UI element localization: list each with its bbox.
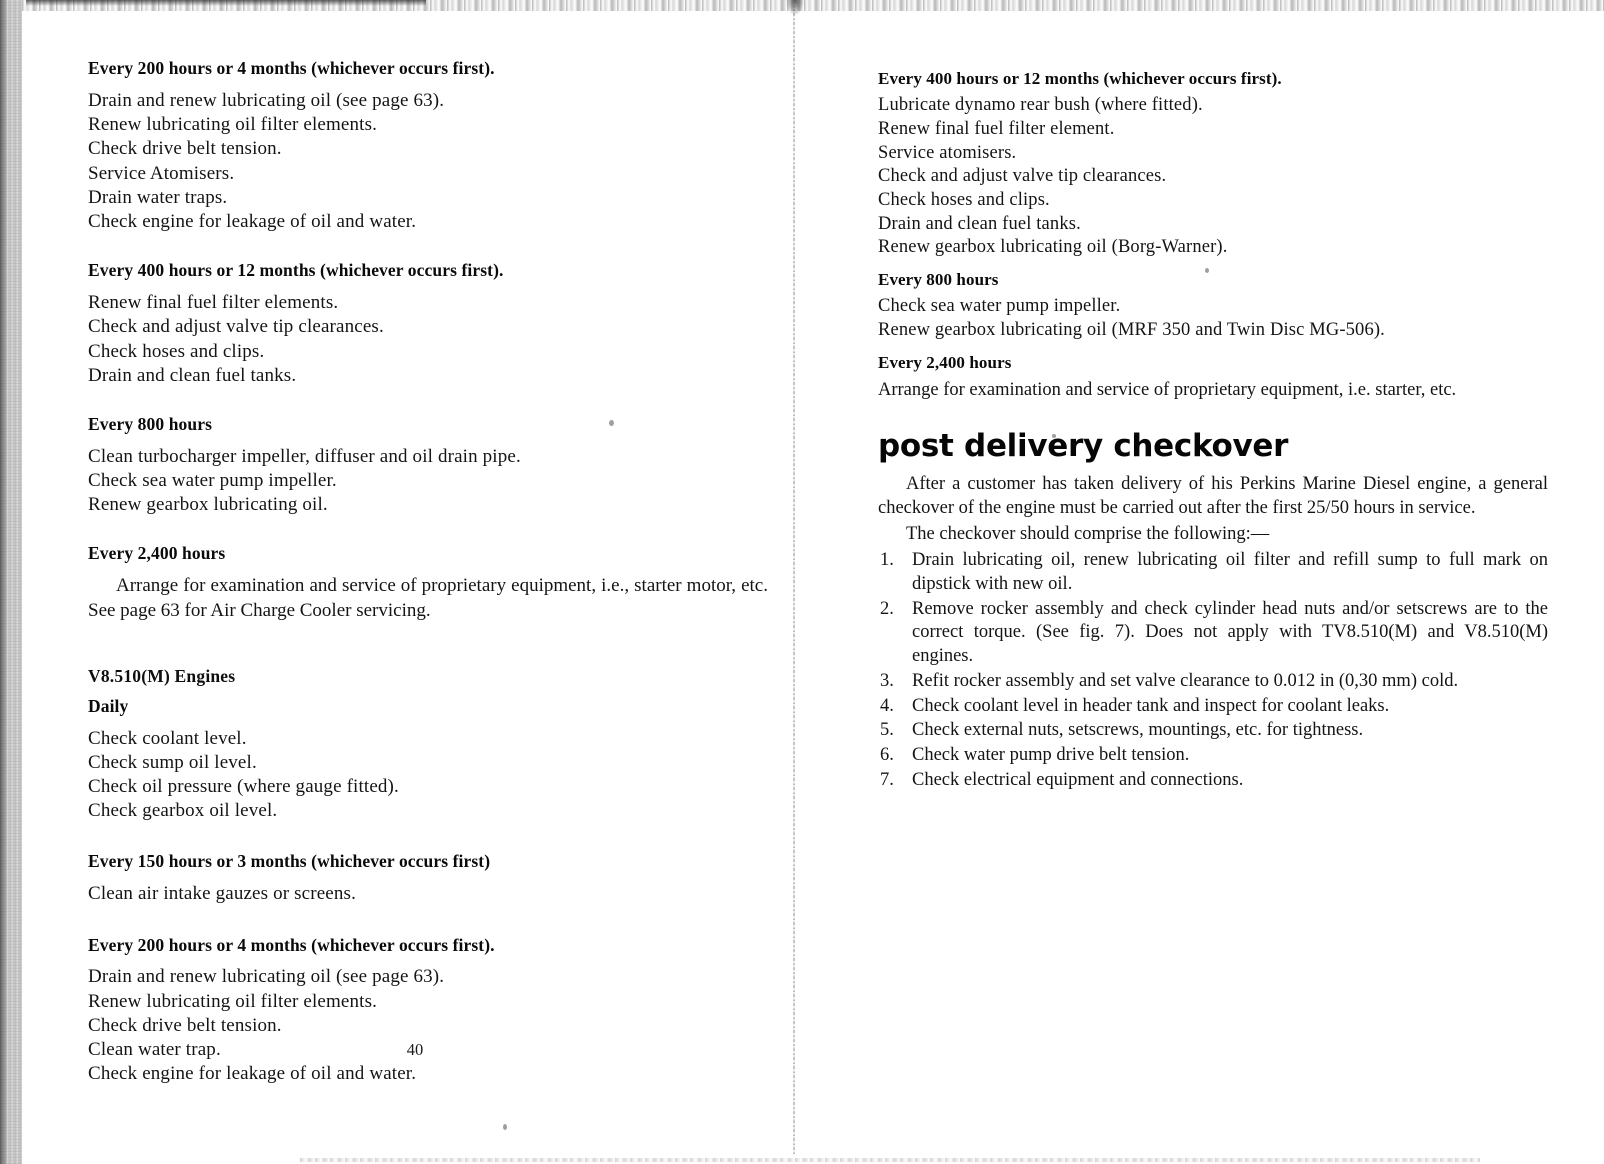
page-right [800,0,1600,1164]
maintenance-item: Check oil pressure (where gauge fitted). [88,776,399,798]
section-heading: Every 2,400 hours [88,543,226,564]
maintenance-block-2400 [88,543,768,623]
maintenance-item: Service Atomisers. [88,162,235,184]
maintenance-paragraph: Arrange for examination and service of proprietary equipment, i.e. starter, etc. [878,379,1457,400]
maintenance-item: Renew gearbox lubricating oil (MRF 350 and Twin Disc MG-506). [878,319,1385,340]
maintenance-item: Check coolant level. [88,727,247,749]
post-delivery-checklist [878,549,1548,793]
maintenance-item: Check sea water pump impeller. [878,296,1121,317]
maintenance-item: Drain and clean fuel tanks. [878,213,1081,234]
maintenance-item: Renew final fuel filter elements. [88,292,339,314]
maintenance-item: Check and adjust valve tip clearances. [88,316,384,338]
scan-edge-artifact-left [0,0,22,1164]
maintenance-item: Check engine for leakage of oil and water. [88,1063,417,1085]
maintenance-item: Drain water traps. [88,186,228,208]
maintenance-item: Renew gearbox lubricating oil (Borg-Warner). [878,237,1228,258]
post-delivery-title: post delivery checkover [878,427,1289,464]
section-heading: Every 400 hours or 12 months (whichever occurs first). [88,260,504,281]
maintenance-item: Renew final fuel filter element. [878,118,1115,139]
section-heading: Every 800 hours [878,269,999,289]
maintenance-block [878,269,1548,343]
section-heading: Every 200 hours or 4 months (whichever occurs first). [88,58,495,78]
maintenance-item: Check gearbox oil level. [88,800,278,822]
section-heading: Every 400 hours or 12 months (whichever occurs first). [878,69,1282,88]
maintenance-item: Renew lubricating oil filter elements. [88,114,378,136]
maintenance-block [88,58,768,234]
maintenance-item: Lubricate dynamo rear bush (where fitted). [878,95,1203,116]
maintenance-item: Check sump oil level. [88,751,257,773]
maintenance-item: Check hoses and clips. [878,189,1050,210]
page-left [30,0,790,1164]
maintenance-item: Check and adjust valve tip clearances. [878,166,1167,187]
checklist-item: Refit rocker assembly and set valve clearance to 0.012 in (0,30 mm) cold. [912,670,1459,691]
maintenance-item: Renew lubricating oil filter elements. [88,990,378,1012]
checklist-item: Check water pump drive belt tension. [912,745,1190,766]
post-delivery-intro: After a customer has taken delivery of his Perkins Marine Diesel engine, a general checkover of the engine must be carried out after the first 25/50 hours in service. [878,473,1548,518]
maintenance-block [88,851,768,906]
checklist-item: Check external nuts, setscrews, mountings, etc. for tightness. [912,720,1364,741]
maintenance-item: Drain and renew lubricating oil (see page 63). [88,966,445,988]
maintenance-item: Clean air intake gauzes or screens. [88,883,356,905]
section-heading: Every 800 hours [88,413,212,434]
maintenance-item: Clean water trap. [88,1039,221,1061]
maintenance-item: Renew gearbox lubricating oil. [88,494,328,516]
maintenance-block-2400 [878,352,1548,402]
maintenance-item: Check hoses and clips. [88,340,265,362]
maintenance-item: Service atomisers. [878,142,1017,163]
engine-section-title: V8.510(M) Engines [88,665,236,686]
maintenance-paragraph: Arrange for examination and service of proprietary equipment, i.e., starter motor, etc. See page 63 for Air Charge Cooler servicing. [88,575,768,622]
maintenance-item: Drain and renew lubricating oil (see page 63). [88,89,445,111]
maintenance-block [878,68,1548,260]
maintenance-item: Check drive belt tension. [88,138,282,160]
checklist-item: Remove rocker assembly and check cylinder head nuts and/or setscrews are to the correct torque. (See fig. 7). Does not apply with TV8.510(M) and V8.510(M) engines. [912,598,1548,667]
maintenance-item: Check engine for leakage of oil and water. [88,210,417,232]
maintenance-item: Drain and clean fuel tanks. [88,364,297,386]
section-heading: Every 2,400 hours [878,352,1012,372]
section-heading: Daily [88,695,129,716]
maintenance-item: Check sea water pump impeller. [88,470,337,492]
maintenance-block [88,260,768,388]
page-number-left: 40 [406,1040,424,1059]
section-heading: Every 200 hours or 4 months (whichever occurs first). [88,934,495,955]
book-gutter-line [793,6,795,1154]
section-heading: Every 150 hours or 3 months (whichever occurs first) [88,851,491,872]
checklist-item: Check electrical equipment and connections. [912,769,1244,790]
maintenance-item: Check drive belt tension. [88,1014,282,1036]
left-column-body [88,58,768,1087]
checklist-item: Drain lubricating oil, renew lubricating oil filter and refill sump to full mark on dipstick with new oil. [912,549,1548,594]
maintenance-block [88,696,768,824]
right-column-body [878,68,1548,794]
checklist-item: Check coolant level in header tank and inspect for coolant leaks. [912,695,1390,716]
maintenance-block [88,414,768,518]
maintenance-block [88,935,768,1087]
maintenance-item: Clean turbocharger impeller, diffuser and oil drain pipe. [88,445,521,467]
post-delivery-leadin: The checkover should comprise the following:— [906,523,1270,544]
